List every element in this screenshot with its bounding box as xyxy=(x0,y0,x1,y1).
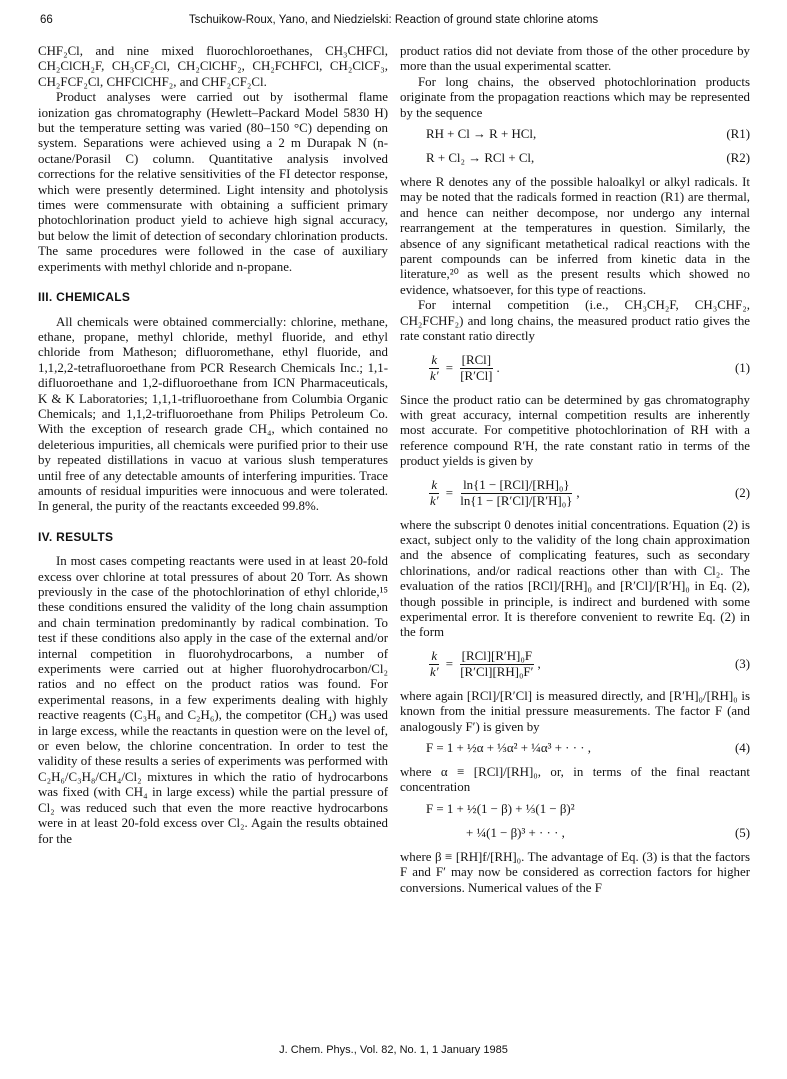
equation-number: (3) xyxy=(734,656,750,671)
equation-expression: + ¼(1 − β)³ + · · · , xyxy=(466,825,565,840)
equation-number: (5) xyxy=(734,825,750,840)
left-column xyxy=(38,44,388,847)
running-header xyxy=(40,14,747,34)
paragraph: All chemicals were obtained commercially: chlorine, methane, ethane, propane, methyl chloride, methyl fluoride, and ethyl chloride from Matheson; difluoromethane, ethyl fluoride, and 1,1,2,2-tetrafluoroethane from PCR Research Chemicals Inc.; 1,1-difluoroethane and 1,2-difluoroethane from ICN Pharmaceuticals, K & K Laboratories; 1,1,1-trifluoroethane from Columbia Organic Chemicals; and 1,1,2-trifluoroethane from Philips Petroleum Co. With the exception of research grade CH₄, which contained no deleterious impurities, all chemicals were purified prior to their use by repeated distillations in vacuo at various slush temperatures until free of any detectable amounts of interfering impurities. Trace amounts of residual impurities were innocuous and were tolerated. In general, the purity of the reactants exceeded 99.8%. xyxy=(38,314,388,514)
paragraph: For internal competition (i.e., CH₃CH₂F, CH₃CHF₂, CH₂FCHF₂) and long chains, the measured product ratio gives the rate constant ratio directly xyxy=(400,298,750,344)
reaction-expression: RH + Cl → R + HCl, xyxy=(426,127,537,142)
page-number: 66 xyxy=(40,14,53,26)
fraction-rhs: $\frac{\text{[RCl][R′H]₀F}}{\text{[R′Cl][RH]₀F′}}$ xyxy=(460,649,534,680)
paragraph: Since the product ratio can be determined by gas chromatography with great accuracy, internal competition results are inherently most accurate. For competitive photochlorination of RH with a reference compound R′H, the rate constant ratio in terms of the product yields is given by xyxy=(400,392,750,469)
equation-1: $\frac{k}{k'}$ = $\frac{\text{[RCl]}}{[R'Cl]}$ . (1) xyxy=(430,353,750,383)
paragraph: product ratios did not deviate from those of the other procedure by more than the usual experimental scatter. xyxy=(400,44,750,74)
fraction-lhs: $\frac{k}{k'}$ xyxy=(430,353,439,383)
paragraph: CHF₂Cl, and nine mixed fluorochloroethanes, CH₃CHFCl, CH₂ClCH₂F, CH₃CF₂Cl, CH₂ClCHF₂, CH₂FCHFCl, CH₂ClCF₃, CH₂FCF₂Cl, CHFClCHF₂, and CHF₂CF₂Cl. xyxy=(38,44,388,89)
equation-2: $\frac{k}{k'}$ = $\frac{\text{ln\{1 − [RCl]/[RH]₀\}}}{\text{ln\{1 − [R′Cl]/[R′H]₀\}}}$ , (2) xyxy=(430,478,750,509)
fraction-lhs: $\frac{k}{k'}$ xyxy=(430,478,439,509)
section-heading-chemicals: III. CHEMICALS xyxy=(38,290,131,305)
right-column xyxy=(400,44,750,896)
equation-number: (1) xyxy=(734,360,750,375)
paragraph: where again [RCl]/[R′Cl] is measured directly, and [R′H]₀/[RH]₀ is known from the initial pressure measurements. The factor F (and analogously F′) is given by xyxy=(400,688,750,734)
reaction-r2 xyxy=(400,151,750,169)
paragraph: where the subscript 0 denotes initial concentrations. Equation (2) is exact, subject only to the validity of the long chain approximation and the absence of complicating features, such as secondary chlorinations, and/or radical reactions other than with Cl₂. The evaluation of the ratios [RCl]/[RH]₀ and [R′Cl]/[R′H]₀ in Eq. (2), though possible in principle, is indirect and burdened with some experimental error. It is therefore convenient to rewrite Eq. (2) in the form xyxy=(400,517,750,640)
paragraph: In most cases competing reactants were used in at least 20-fold excess over chlorine at total pressures of about 20 Torr. As shown previously in the case of the photochlorination of ethyl chloride,¹⁵ these conditions ensured the validity of the long chain assumption and chain termination predominantly by radical combination. To test if these conditions also apply in the case of the external and/or internal competition in fluorohydrocarbons, a number of experiments were carried out at higher fluorohydrocarbon/Cl₂ ratios and no effect on the product ratios was found. For experimental reasons, in a few experiments dealing with highly reactive reagents (C₃H₈ and C₂H₆), the competitor (CH₄) was used in large excess, while the reactants in question were on the level of, or even below, the chlorine concentration. In order to test the validity of these results a series of experiments was performed with C₂H₆/C₃H₈/CH₄/Cl₂ mixtures in which the ratio of hydrocarbons was fixed (with CH₄ in large excess) while the partial pressure of Cl₂ was reduced such that even the more reactive hydrocarbons were in at least 20-fold excess over Cl₂. Again the results obtained for the xyxy=(38,554,388,846)
paragraph: For long chains, the observed photochlorination products originate from the propagation reactions which may be represented by the sequence xyxy=(400,74,750,120)
equation-5-line-1 xyxy=(400,802,750,820)
equation-number: (2) xyxy=(734,485,750,500)
fraction-lhs: $\frac{k}{k'}$ xyxy=(430,649,439,680)
equation-3: $\frac{k}{k'}$ = $\frac{\text{[RCl][R′H]₀F}}{\text{[R′Cl][RH]₀F′}}$ , (3) xyxy=(430,649,750,680)
journal-footer: J. Chem. Phys., Vol. 82, No. 1, 1 January 1985 xyxy=(279,1044,508,1056)
equation-expression: F = 1 + ½(1 − β) + ⅓(1 − β)² xyxy=(426,801,575,816)
equation-5-line-2 xyxy=(400,826,750,844)
fraction-rhs: $\frac{\text{[RCl]}}{[R'Cl]}$ xyxy=(460,353,493,383)
paragraph: where α ≡ [RCl]/[RH]₀, or, in terms of the final reactant concentration xyxy=(400,765,750,795)
reaction-number: (R2) xyxy=(726,151,750,166)
reaction-r1 xyxy=(400,127,750,145)
fraction-rhs: $\frac{\text{ln\{1 − [RCl]/[RH]₀\}}}{\text{ln\{1 − [R′Cl]/[R′H]₀\}}}$ xyxy=(460,478,573,509)
equation-expression: F = 1 + ½α + ⅓α² + ¼α³ + · · · , xyxy=(426,741,591,755)
section-heading-results: IV. RESULTS xyxy=(38,529,114,544)
paragraph: where β ≡ [RH]f/[RH]₀. The advantage of Eq. (3) is that the factors F and F′ may now be considered as correction factors for higher conversions. Numerical values of the F xyxy=(400,849,750,895)
reaction-expression: R + Cl₂ → RCl + Cl, xyxy=(426,151,535,166)
reaction-number: (R1) xyxy=(726,127,750,142)
paragraph: Product analyses were carried out by isothermal flame ionization gas chromatography (Hewlett–Packard Model 5830 H) but the temperature setting was varied (80–150 °C) depending on system. Separations were achieved using a 2 m Durapak N (n-octane/Porasil C) column. Quantitative analysis involved corrections for the relative sensitivities of the FI detector response, which were presently determined. Light intensity and photolysis times were commensurate with obtaining a sufficient primary photochlorination product yield to achieve high signal accuracy, but below the limit of detection of secondary chlorination products. The same procedures were followed in the case of auxiliary experiments with methyl chloride and n-propane. xyxy=(38,90,388,274)
running-title: Tschuikow-Roux, Yano, and Niedzielski: Reaction of ground state chlorine atoms xyxy=(188,14,599,26)
paragraph: where R denotes any of the possible haloalkyl or alkyl radicals. It may be noted that the radicals formed in reaction (R1) are thermal, and hence can neither decompose, nor undergo any internal rearrangement at the temperatures in question. Similarly, the absence of any significant metathetical radical reactions with the parent compounds can be inferred from kinetic data in the literature,²⁰ as well as the present results which showed no evidence, whatsoever, for this type of reactions. xyxy=(400,175,750,297)
equation-4 xyxy=(400,741,750,759)
equation-number: (4) xyxy=(734,741,750,755)
